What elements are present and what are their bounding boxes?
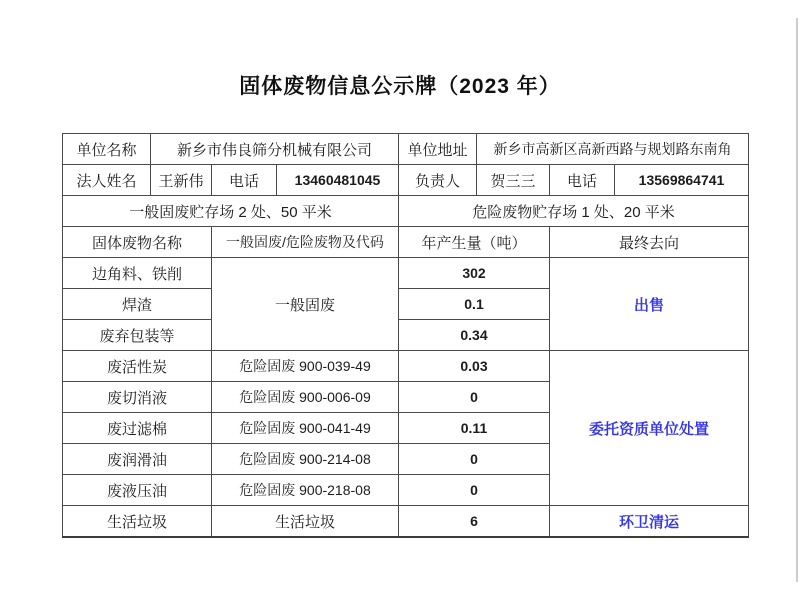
unit-address-value: 新乡市高新区高新西路与规划路东南角 <box>477 134 749 165</box>
row-contacts <box>63 165 749 196</box>
waste-info-table <box>62 133 749 538</box>
legal-name-label: 法人姓名 <box>63 165 151 196</box>
waste-name: 废活性炭 <box>63 351 212 382</box>
waste-amount: 302 <box>399 258 550 289</box>
waste-name: 废弃包装等 <box>63 320 212 351</box>
waste-category: 危险固废 900-041-49 <box>212 413 399 444</box>
page-title: 固体废物信息公示牌（2023 年） <box>239 75 561 98</box>
legal-name-value: 王新伟 <box>151 165 212 196</box>
header-waste-name: 固体废物名称 <box>63 227 212 258</box>
manager-name-value: 贺三三 <box>477 165 550 196</box>
waste-name: 废过滤棉 <box>63 413 212 444</box>
waste-category: 危险固废 900-006-09 <box>212 382 399 413</box>
waste-destination: 委托资质单位处置 <box>550 351 749 506</box>
waste-amount: 0.11 <box>399 413 550 444</box>
waste-name: 生活垃圾 <box>63 506 212 538</box>
legal-phone-value: 13460481045 <box>277 165 399 196</box>
header-final-destination: 最终去向 <box>550 227 749 258</box>
waste-row <box>63 351 749 382</box>
general-storage-note: 一般固废贮存场 2 处、50 平米 <box>63 196 399 227</box>
unit-name-value: 新乡市伟良筛分机械有限公司 <box>151 134 399 165</box>
unit-name-label: 单位名称 <box>63 134 151 165</box>
manager-phone-label: 电话 <box>550 165 615 196</box>
hazardous-storage-note: 危险废物贮存场 1 处、20 平米 <box>399 196 749 227</box>
waste-amount: 6 <box>399 506 550 538</box>
waste-amount: 0.03 <box>399 351 550 382</box>
waste-row <box>63 258 749 289</box>
waste-amount: 0 <box>399 475 550 506</box>
legal-phone-label: 电话 <box>212 165 277 196</box>
waste-amount: 0 <box>399 382 550 413</box>
waste-name: 废切消液 <box>63 382 212 413</box>
header-category-code: 一般固废/危险废物及代码 <box>212 227 399 258</box>
waste-category: 危险固废 900-214-08 <box>212 444 399 475</box>
header-annual-amount: 年产生量（吨） <box>399 227 550 258</box>
waste-category: 危险固废 900-218-08 <box>212 475 399 506</box>
waste-destination: 出售 <box>550 258 749 351</box>
waste-amount: 0.1 <box>399 289 550 320</box>
waste-name: 废润滑油 <box>63 444 212 475</box>
waste-amount: 0 <box>399 444 550 475</box>
row-storage-notes <box>63 196 749 227</box>
waste-name: 废液压油 <box>63 475 212 506</box>
waste-name: 边角料、铁削 <box>63 258 212 289</box>
page-right-edge-line <box>796 18 798 582</box>
row-unit-info <box>63 134 749 165</box>
waste-destination: 环卫清运 <box>550 506 749 538</box>
waste-name: 焊渣 <box>63 289 212 320</box>
waste-row <box>63 506 749 538</box>
unit-address-label: 单位地址 <box>399 134 477 165</box>
waste-category: 危险固废 900-039-49 <box>212 351 399 382</box>
manager-phone-value: 13569864741 <box>615 165 749 196</box>
row-table-headers <box>63 227 749 258</box>
waste-category: 一般固废 <box>212 258 399 351</box>
waste-amount: 0.34 <box>399 320 550 351</box>
waste-category: 生活垃圾 <box>212 506 399 538</box>
manager-label: 负责人 <box>399 165 477 196</box>
